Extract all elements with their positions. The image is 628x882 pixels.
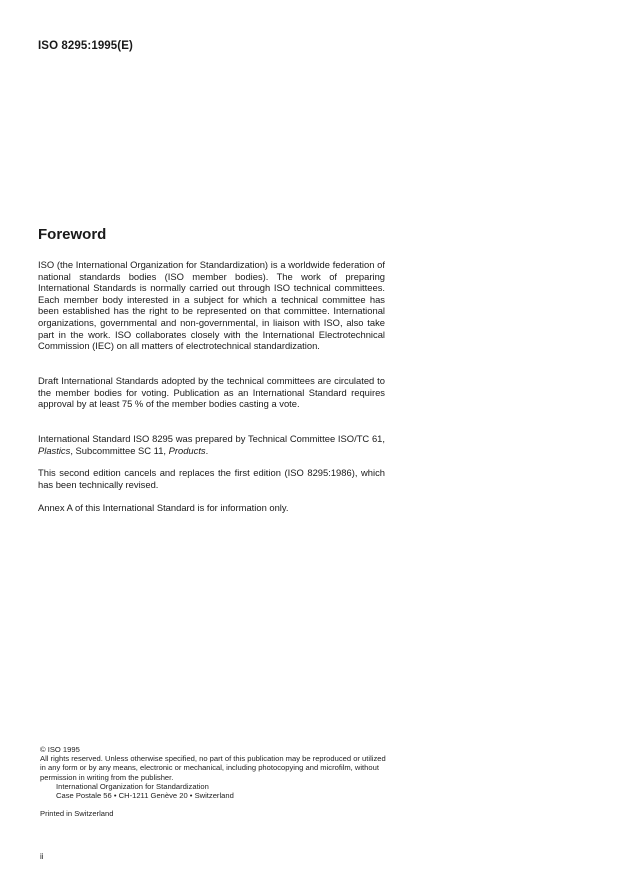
- foreword-paragraph-2: Draft International Standards adopted by the technical committees are circulated to the member bodies for voting. Publication as an International Standard requires approval by at least 75 % of the member bodies casting a vote.: [38, 375, 385, 410]
- printed-in: Printed in Switzerland: [40, 809, 114, 818]
- foreword-paragraph-1: ISO (the International Organization for Standardization) is a worldwide federation of national standards bodies (ISO member bodies). The work of preparing International Standards is normally carried out through ISO technical committees. Each member body interested in a subject for which a technical committee has been established has the right to be represented on that committee. International organizations, governmental and non-governmental, in liaison with ISO, also take part in the work. ISO collaborates closely with the International Electrotechnical Commission (IEC) on all matters of electrotechnical standardization.: [38, 259, 385, 352]
- foreword-paragraph-5: Annex A of this International Standard is for information only.: [38, 502, 289, 513]
- foreword-paragraph-3: [38, 433, 385, 456]
- copyright-line: © ISO 1995: [40, 745, 80, 754]
- products-term: Products: [168, 444, 206, 456]
- paragraph-3-text-b: , Subcommittee SC 11,: [70, 444, 169, 456]
- rights-statement: All rights reserved. Unless otherwise specified, no part of this publication may be reproduced or utilized in any form or by any means, electronic or mechanical, including photocopying and microfilm, without permission in writing from the publisher.: [40, 754, 386, 782]
- foreword-title: Foreword: [38, 226, 107, 243]
- organization-name: International Organization for Standardization: [56, 781, 209, 791]
- copyright-block: [40, 745, 390, 800]
- document-id: ISO 8295:1995(E): [38, 40, 133, 52]
- organization-address: Case Postale 56 • CH-1211 Genève 20 • Switzerland: [56, 791, 234, 801]
- plastics-term: Plastics: [38, 444, 71, 456]
- page-number: ii: [40, 852, 44, 861]
- foreword-paragraph-4: This second edition cancels and replaces the first edition (ISO 8295:1986), which has been technically revised.: [38, 467, 385, 490]
- paragraph-3-text-c: .: [205, 444, 209, 456]
- paragraph-3-text-a: International Standard ISO 8295 was prepared by Technical Committee ISO/TC 61,: [38, 433, 385, 444]
